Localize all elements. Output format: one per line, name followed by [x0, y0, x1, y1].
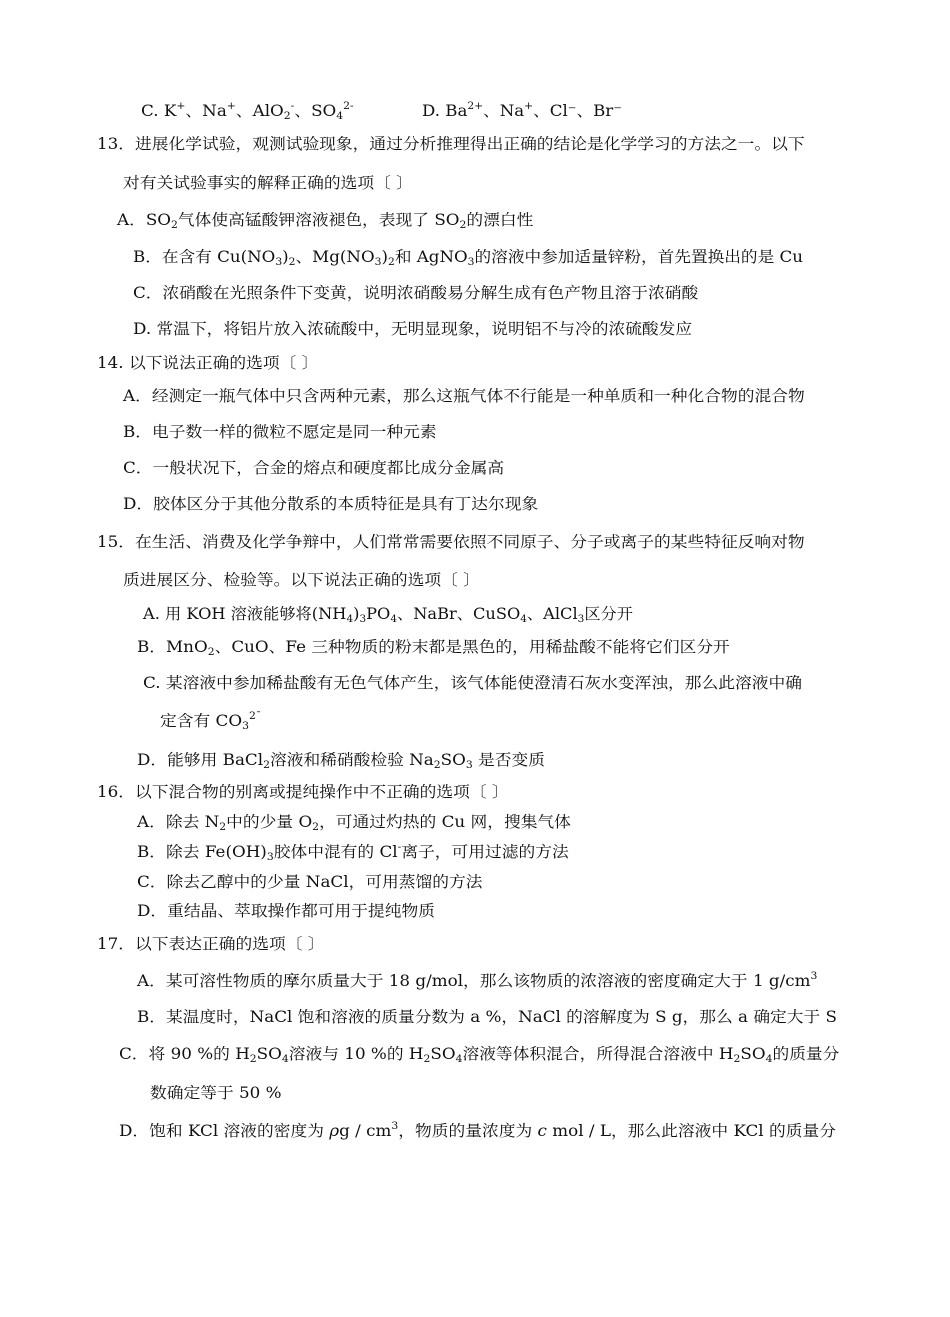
line-text — [123, 458, 504, 478]
subscript: 3 — [275, 257, 283, 268]
option-16b — [137, 842, 579, 862]
line-text — [133, 283, 698, 303]
option-13a — [117, 210, 557, 230]
subscript: 2 — [459, 220, 467, 231]
subscript: 4 — [455, 1054, 463, 1065]
option-16a — [137, 812, 579, 832]
text-run: ，可通过灼热的 Cu 网，搜集气体 — [319, 813, 571, 831]
subscript: 2 — [387, 257, 395, 268]
line-text — [137, 812, 571, 832]
text-run: 对有关试验事实的解释正确的选项〔 〕 — [123, 174, 413, 192]
subscript: 2 — [171, 220, 178, 231]
text-run: D．胶体区分于其他分散系的本质特征是具有丁达尔现象 — [123, 495, 539, 513]
subscript: 2 — [423, 1054, 431, 1065]
line-text — [97, 353, 318, 373]
superscript: 2- — [343, 101, 354, 112]
subscript: 3 — [242, 721, 249, 732]
text-run: A．除去 N — [137, 813, 220, 831]
text-run: 数确定等于 50 % — [150, 1084, 282, 1102]
line-text — [97, 134, 805, 154]
subscript: 2 — [312, 822, 320, 833]
text-run: 的质量分 — [772, 1045, 840, 1063]
option-14c — [123, 458, 528, 478]
line-text — [137, 971, 817, 991]
text-run: D．能够用 BaCl — [137, 751, 264, 769]
text-run: D．饱和 KCl 溶液的密度为 — [119, 1122, 330, 1140]
text-run: SO — [740, 1045, 766, 1063]
option-17a — [137, 971, 827, 991]
text-run: 15．在生活、消费及化学争辩中，人们常常需要依照不同原子、分子或离子的某些特征反响对物 — [97, 533, 805, 551]
subscript: 4 — [520, 614, 527, 625]
option-15d — [137, 750, 545, 770]
text-run: c — [537, 1122, 547, 1140]
subscript: 3 — [359, 614, 367, 625]
line-text — [137, 872, 483, 892]
line-text — [137, 1007, 837, 1027]
text-run: C．除去乙醇中的少量 NaCl，可用蒸馏的方法 — [137, 873, 483, 891]
line-text — [97, 532, 805, 552]
text-run: ) — [381, 248, 388, 266]
text-run: C. 某溶液中参加稀盐酸有无色气体产生，该气体能使澄清石灰水变浑浊，那么此溶液中确 — [143, 674, 802, 692]
option-15c-cont — [160, 711, 265, 731]
text-run: ) — [282, 248, 289, 266]
text-run: 、Mg(NO — [295, 248, 375, 266]
text-run: A．经测定一瓶气体中只含两种元素，那么这瓶气体不行能是一种单质和一种化合物的混合物 — [123, 387, 805, 405]
question-13-stem — [97, 134, 852, 154]
line-text — [123, 570, 480, 590]
line-text — [143, 673, 802, 693]
line-text — [119, 1044, 839, 1064]
subscript: 2 — [207, 647, 215, 658]
question-16-stem — [97, 782, 537, 802]
question-15-stem — [97, 532, 853, 552]
option-15c — [143, 673, 851, 693]
subscript: 3 — [577, 614, 585, 625]
subscript: 2 — [283, 111, 291, 122]
line-text — [422, 101, 622, 121]
question-14-stem — [97, 353, 327, 373]
option-14a — [123, 386, 851, 406]
text-run: 溶液等体积混合，所得混合溶液中 H — [462, 1045, 734, 1063]
superscript: - — [290, 101, 295, 112]
text-run: g / cm — [339, 1122, 392, 1140]
text-run: 溶液与 10 %的 H — [288, 1045, 424, 1063]
question-17-stem — [97, 934, 335, 954]
subscript: 3 — [467, 257, 475, 268]
line-text — [137, 637, 730, 657]
text-run: 和 AgNO — [394, 248, 468, 266]
line-text — [150, 1083, 282, 1103]
subscript: 3 — [266, 852, 274, 863]
subscript: 3 — [374, 257, 382, 268]
option-17d — [119, 1121, 852, 1141]
text-run: 是否变质 — [472, 751, 545, 769]
line-text — [117, 210, 533, 230]
line-text — [119, 1121, 836, 1141]
line-text — [160, 711, 261, 731]
option-14b — [123, 422, 458, 442]
text-run: SO — [440, 751, 466, 769]
text-run: B．某温度时，NaCl 饱和溶液的质量分数为 a %，NaCl 的溶解度为 S g，那么 a 确定大于 S — [137, 1008, 837, 1026]
text-run: A．SO — [117, 211, 172, 229]
subscript: 2 — [433, 760, 441, 771]
option-17b — [137, 1007, 837, 1027]
text-run: 的漂白性 — [466, 211, 534, 229]
text-run: 中的少量 O — [226, 813, 313, 831]
line-text — [97, 934, 325, 954]
option-12c — [141, 101, 391, 121]
text-run: C．将 90 %的 H — [119, 1045, 250, 1063]
line-text — [143, 604, 633, 624]
subscript: 3 — [465, 760, 473, 771]
line-text — [123, 422, 437, 442]
option-16d — [137, 901, 454, 921]
subscript: 4 — [390, 614, 398, 625]
option-13b — [133, 247, 803, 267]
text-run: C. K — [141, 102, 177, 120]
text-run: 定含有 CO — [160, 712, 243, 730]
subscript: 2 — [263, 760, 270, 771]
text-run: 胶体中混有的 Cl — [273, 843, 398, 861]
option-17c-cont — [150, 1083, 283, 1103]
superscript: 3 — [391, 1121, 399, 1132]
text-run: C．浓硝酸在光照条件下变黄，说明浓硝酸易分解生成有色产物且溶于浓硝酸 — [133, 284, 699, 302]
text-run: 、SO — [294, 102, 337, 120]
option-16c — [137, 872, 494, 892]
text-run: 、AlCl — [526, 605, 578, 623]
option-13c — [133, 283, 733, 303]
option-13d — [133, 319, 728, 339]
line-text — [133, 247, 803, 267]
option-12d — [422, 101, 622, 121]
text-run: 气体使高锰酸钾溶液褪色，表现了 SO — [177, 211, 460, 229]
line-text — [141, 101, 354, 121]
line-text — [137, 750, 545, 770]
line-text — [137, 842, 569, 862]
superscript: 2+ — [467, 101, 484, 112]
text-run: 、AlO — [235, 102, 284, 120]
text-run: 溶液和稀硝酸检验 Na — [269, 751, 434, 769]
option-17c — [119, 1044, 852, 1064]
text-run: D. Ba — [422, 102, 468, 120]
superscript: 3 — [810, 971, 818, 982]
option-15b — [137, 637, 747, 657]
text-run: 、Na — [185, 102, 227, 120]
text-run: 、Cl⁻、Br⁻ — [533, 102, 623, 120]
line-text — [123, 494, 538, 514]
line-text — [133, 319, 692, 339]
text-run: D. 常温下，将铝片放入浓硫酸中，无明显现象，说明铝不与冷的浓硫酸发应 — [133, 320, 693, 338]
text-run: ρ — [329, 1122, 340, 1140]
text-run: A．某可溶性物质的摩尔质量大于 18 g/mol，那么该物质的浓溶液的密度确定大于 1 g/cm — [137, 972, 811, 990]
text-run: B．在含有 Cu(NO — [133, 248, 276, 266]
subscript: 2 — [219, 822, 227, 833]
text-run: 13．进展化学试验，观测试验现象，通过分析推理得出正确的结论是化学学习的方法之一。以下 — [97, 135, 805, 153]
line-text — [137, 901, 435, 921]
superscript: - — [397, 842, 402, 853]
superscript: + — [176, 101, 186, 112]
text-run: 17．以下表达正确的选项〔 〕 — [97, 935, 325, 953]
subscript: 2 — [733, 1054, 741, 1065]
line-text — [97, 782, 509, 802]
text-run: 的溶液中参加适量锌粉，首先置换出的是 Cu — [474, 248, 803, 266]
superscript: + — [226, 101, 236, 112]
text-run: 14. 以下说法正确的选项〔 〕 — [97, 354, 319, 372]
subscript: 4 — [281, 1054, 289, 1065]
text-run: ) — [353, 605, 360, 623]
text-run: 区分开 — [584, 605, 633, 623]
superscript: + — [524, 101, 534, 112]
option-15a — [143, 604, 633, 624]
text-run: B．除去 Fe(OH) — [137, 843, 267, 861]
text-run: mol / L，那么此溶液中 KCl 的质量分 — [546, 1122, 836, 1140]
text-run: 、CuO、Fe 三种物质的粉末都是黑色的，用稀盐酸不能将它们区分开 — [214, 638, 730, 656]
text-run: D．重结晶、萃取操作都可用于提纯物质 — [137, 902, 436, 920]
question-13-stem-cont — [123, 173, 453, 193]
text-run: 16．以下混合物的别离或提纯操作中不正确的选项〔 〕 — [97, 783, 509, 801]
text-run: A. 用 KOH 溶液能够将(NH — [143, 605, 347, 623]
line-text — [123, 173, 413, 193]
text-run: B．MnO — [137, 638, 208, 656]
text-run: C．一般状况下，合金的熔点和硬度都比成分金属高 — [123, 459, 505, 477]
text-run: SO — [256, 1045, 282, 1063]
line-text — [123, 386, 805, 406]
text-run: 、Na — [483, 102, 525, 120]
text-run: 、NaBr、CuSO — [397, 605, 521, 623]
text-run: 质进展区分、检验等。以下说法正确的选项〔 〕 — [123, 571, 480, 589]
text-run: PO — [366, 605, 391, 623]
text-run: SO — [430, 1045, 456, 1063]
superscript: 2ˉ — [248, 711, 262, 722]
text-run: B．电子数一样的微粒不愿定是同一种元素 — [123, 423, 437, 441]
text-run: 离子，可用过滤的方法 — [401, 843, 569, 861]
subscript: 4 — [765, 1054, 773, 1065]
subscript: 2 — [288, 257, 296, 268]
text-run: ，物质的量浓度为 — [398, 1122, 538, 1140]
subscript: 4 — [336, 111, 344, 122]
subscript: 4 — [346, 614, 354, 625]
question-15-stem-cont — [123, 570, 503, 590]
subscript: 2 — [249, 1054, 257, 1065]
option-14d — [123, 494, 568, 514]
